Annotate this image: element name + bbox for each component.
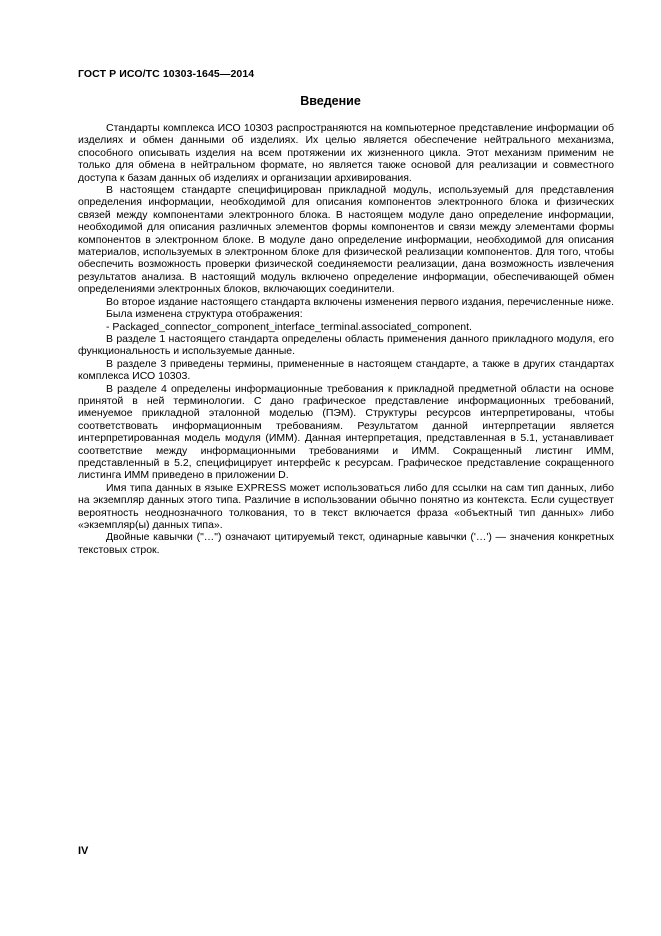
document-header: ГОСТ Р ИСО/ТС 10303-1645—2014 (78, 68, 255, 80)
paragraph: Во второе издание настоящего стандарта включены изменения первого издания, перечисленные ниже. (106, 295, 614, 308)
paragraph: В разделе 1 настоящего стандарта определены область применения данного прикладного модуля, его функциональность и используемые данные. (78, 332, 614, 358)
paragraph: В разделе 3 приведены термины, примененные в настоящем стандарте, а также в других стандартах комплекса ИСО 10303. (78, 357, 614, 383)
paragraph: Стандарты комплекса ИСО 10303 распространяются на компьютерное представление информации об изделиях и обмен данными об изделиях. Их целью является обеспечение нейтрального механизма, способного описывать изделия на всем протяжении их жизненного цикла. Этот механизм применим не только для обмена в нейтральном формате, но является также основой для реализации и совместного доступа к базам данных об изделиях и организации архивирования. (78, 122, 614, 184)
paragraph: В разделе 4 определены информационные требования к прикладной предметной области на основе принятой в ней терминологии. С дано графическое представление информационных требований, именуемое прикладной эталонной моделью (ПЭМ). Структуры ресурсов интерпретированы, чтобы соответствовать информационным требованиям. Результатом данной интерпретации является интерпретированная модель модуля (ИММ). Данная интерпретация, представленная в 5.1, устанавливает соответствие между информационными требованиями и ИММ. Сокращенный листинг ИММ, представленный в 5.2, специфицирует интерфейс к ресурсам. Графическое представление сокращенного листинга ИММ приведено в приложении D. (78, 382, 614, 482)
paragraph: Была изменена структура отображения: (106, 308, 303, 321)
section-title: Введение (300, 94, 361, 108)
document-body (78, 122, 614, 556)
paragraph: В настоящем стандарте специфицирован прикладной модуль, используемый для представления определения информации, необходимой для описания компонентов электронного блока и физических связей между компонентами электронного блока. В настоящем модуле дано определение информации, необходимой для описания различных элементов формы компонентов и связи между элементами формы компонентов в электронном блоке. В модуле дано определение информации, необходимой для описания материалов, используемых в электронном блоке для физической реализации компонентов. Для того, чтобы обеспечить возможность проверки физической соединяемости реализации, дана возможность извлечения результатов анализа. В настоящий модуль включено определение информации, обеспечивающей обмен определениями электронных блоков, включающих соединители. (78, 184, 614, 296)
page-number: IV (78, 845, 89, 857)
paragraph: Имя типа данных в языке EXPRESS может использоваться либо для ссылки на сам тип данных, либо на экземпляр данных этого типа. Различие в использовании обычно понятно из контекста. Если существует вероятность неоднозначного толкования, то в текст включается фраза «объектный тип данных» либо «экземпляр(ы) данных типа». (78, 481, 614, 531)
list-item: - Packaged_connector_component_interface_terminal.associated_component. (106, 320, 472, 333)
paragraph: Двойные кавычки ("…") означают цитируемый текст, одинарные кавычки ('…') — значения конкретных текстовых строк. (78, 531, 614, 556)
